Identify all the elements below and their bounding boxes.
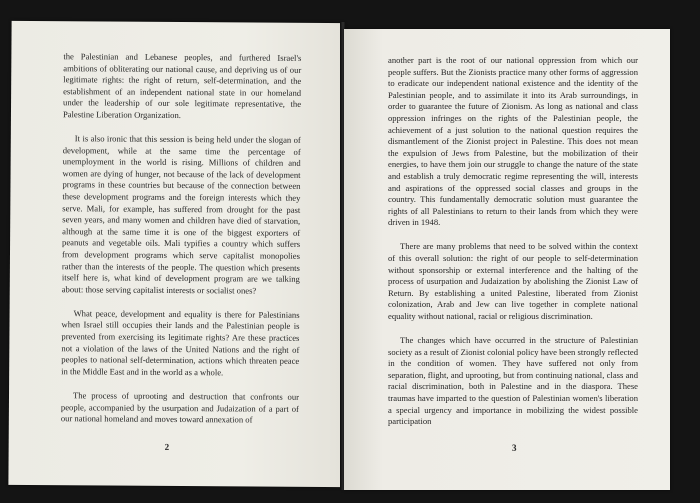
left-page-body — [61, 51, 302, 426]
left-paragraph-3: What peace, development and equality is there for Palestinians when Israel still occupies their lands and the Palestinian people is prevented from exercising its legitimate rights? Are these practices not a violation of the laws of the United Nations and the right of peoples to national self-determination, actions which threaten peace in the Middle East and in the world as a whole. — [61, 308, 300, 378]
right-paragraph-2: There are many problems that need to be solved within the context of this overall solution: the right of our people to self-determination without sponsorship or external interference and the halting of the process of usurpation and Judaization by abolishing the Zionist Law of Return. By establishing a united Palestine, liberated from Zionist colonization, Arab and Jew can live together in complete national equality without national, racial or religious discrimination. — [388, 241, 638, 321]
right-paragraph-3: The changes which have occurred in the structure of Palestinian society as a result of Zionist colonial policy have been strongly reflected in the condition of women. They have suffered not only from separation, flight, and uprooting, but from continuing national, class and racial discrimination, both in Palestine and in the diaspora. These traumas have imparted to the question of Palestinian women's liberation a special urgency and importance in mobilizing the widest possible participation — [388, 335, 638, 427]
right-page-body — [388, 55, 638, 428]
right-page — [344, 29, 670, 490]
page-number-left: 2 — [164, 441, 170, 452]
left-paragraph-4: The process of uprooting and destruction that confronts our people, accompanied by the usurpation and Judaization of a part of our national homeland and moves toward annexation of — [60, 390, 300, 425]
left-paragraph-1: the Palestinian and Lebanese peoples, and furthered Israel's ambitions of obliterating our national cause, and depriving us of our legitimate rights: the right of return, self-determination, and the establishment of an independent national state in our homeland under the leadership of our sole legitimate representative, the Palestine Liberation Organization. — [62, 51, 302, 120]
left-paragraph-2: It is also ironic that this session is being held under the slogan of development, while at the same time the percentage of unemployment in the world is rising. Millions of children and women are dying of hunger, not because of the lack of development programs in these countries but because of the connection between these development programs and the foreign interests which they serve. Mali, for example, has suffered from drought for the past seven years, and many women and children have died of starvation, although at the same time it is one of the biggest exporters of peanuts and vegetable oils. Mali typifies a country which suffers from development programs which serve capitalist monopolies rather than the interests of the people. The question which presents itself here is, what kind of development program are we talking about: those serving capitalist interests or socialist ones? — [61, 133, 301, 296]
left-page — [8, 21, 344, 487]
right-paragraph-1: another part is the root of our national oppression from which our people suffers. But the Zionists practice many other forms of aggression to eradicate our independent national existence and the identity of the Palestinian people, and to assimilate it into its Arab surroundings, in order to guarantee the future of Zionism. As long as national and class oppression infringes on the rights of the Palestinian people, the achievement of a just solution to the national question requires the dismantlement of the Zionist project in Palestine. This does not mean the expulsion of Jews from Palestine, but the mobilization of their energies, to have them join our struggle to change the nature of the state and establish a truly democratic regime representing the will, interests and aspirations of the oppressed social classes and groups in the country. This fundamentally democratic solution must guarantee the rights of all Palestinians to return to their lands from which they were driven in 1948. — [388, 55, 638, 228]
page-number-right: 3 — [512, 443, 517, 453]
